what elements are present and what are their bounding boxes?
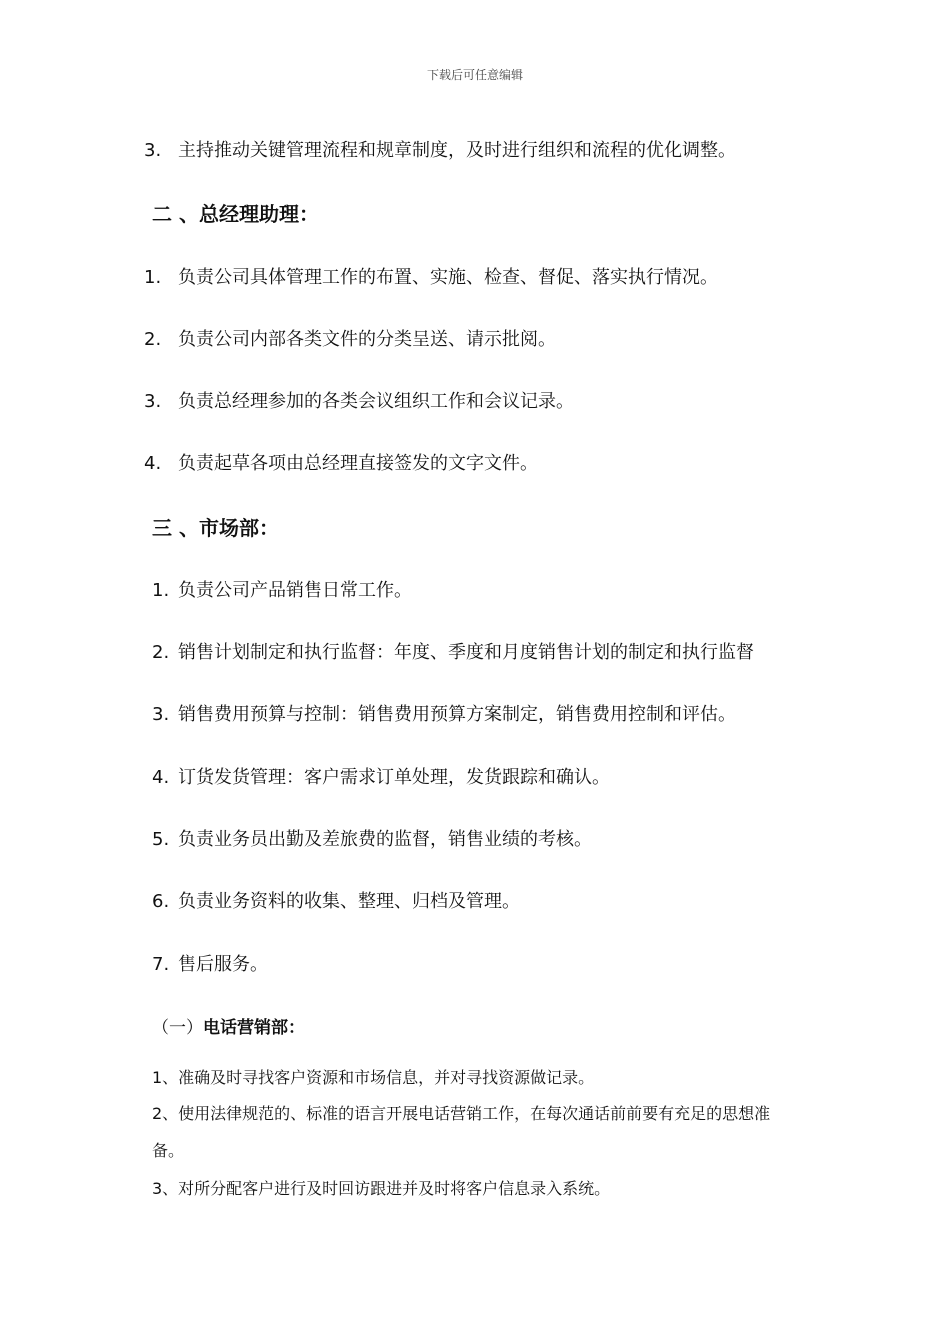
paragraph-line: 2、使用法律规范的、标准的语言开展电话营销工作，在每次通话前前要有充足的思想准 (152, 1104, 771, 1123)
item-text: 负责业务资料的收集、整理、归档及管理。 (178, 891, 520, 912)
item-number: 3. (144, 140, 162, 161)
item-number: 7. (152, 954, 170, 975)
list-item (0, 390, 950, 414)
list-item (0, 266, 950, 290)
list-item (0, 139, 950, 163)
item-number: 3. (152, 704, 170, 725)
item-text: 主持推动关键管理流程和规章制度，及时进行组织和流程的优化调整。 (178, 140, 736, 161)
item-text: 订货发货管理：客户需求订单处理，发货跟踪和确认。 (178, 767, 610, 788)
subsection-heading (152, 1016, 305, 1040)
item-text: 负责公司产品销售日常工作。 (178, 580, 412, 601)
header-note: 下载后可任意编辑 (426, 68, 523, 82)
list-item (0, 828, 950, 852)
list-item (0, 328, 950, 352)
item-number: 2. (144, 329, 162, 350)
paragraph-line: 1、准确及时寻找客户资源和市场信息，并对寻找资源做记录。 (152, 1068, 595, 1087)
item-text: 销售费用预算与控制：销售费用预算方案制定，销售费用控制和评估。 (178, 704, 736, 725)
item-number: 5. (152, 829, 170, 850)
paragraph-line: 备。 (152, 1141, 185, 1160)
item-number: 1. (144, 267, 162, 288)
paragraph-line: 3、对所分配客户进行及时回访跟进并及时将客户信息录入系统。 (152, 1179, 611, 1198)
item-number: 4. (144, 453, 162, 474)
section-heading: 二 、总经理助理： (152, 202, 319, 226)
item-text: 负责起草各项由总经理直接签发的文字文件。 (178, 453, 538, 474)
item-number: 6. (152, 891, 170, 912)
subsection-prefix: （一） (152, 1018, 203, 1038)
subsection-title: 电话营销部： (203, 1018, 305, 1038)
list-item (0, 579, 950, 603)
list-item (0, 703, 950, 727)
item-text: 负责业务员出勤及差旅费的监督，销售业绩的考核。 (178, 829, 592, 850)
item-text: 负责公司具体管理工作的布置、实施、检查、督促、落实执行情况。 (178, 267, 718, 288)
item-text: 负责公司内部各类文件的分类呈送、请示批阅。 (178, 329, 556, 350)
item-number: 1. (152, 580, 170, 601)
list-item (0, 953, 950, 977)
item-number: 4. (152, 767, 170, 788)
item-number: 2. (152, 642, 170, 663)
list-item (0, 641, 950, 665)
item-text: 销售计划制定和执行监督：年度、季度和月度销售计划的制定和执行监督 (178, 642, 754, 663)
item-text: 售后服务。 (178, 954, 268, 975)
section-heading: 三 、市场部： (152, 516, 279, 540)
item-number: 3. (144, 391, 162, 412)
list-item (0, 766, 950, 790)
item-text: 负责总经理参加的各类会议组织工作和会议记录。 (178, 391, 574, 412)
list-item (0, 452, 950, 476)
list-item (0, 890, 950, 914)
